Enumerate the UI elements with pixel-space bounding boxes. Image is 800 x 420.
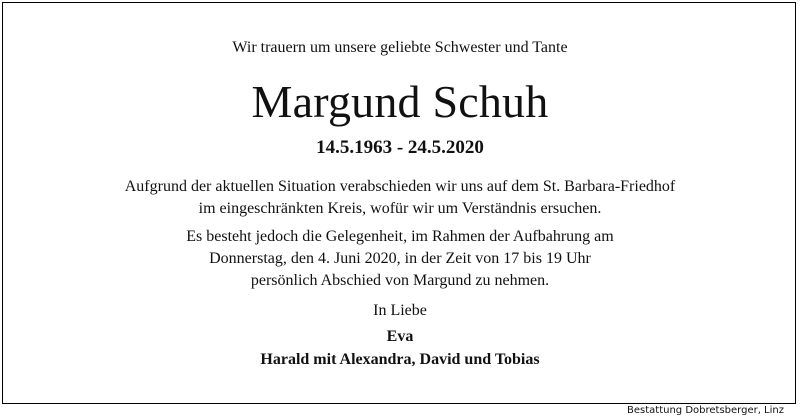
paragraph-1-line-2: im eingeschränkten Kreis, wofür wir um Verständnis ersuchen. [198, 200, 602, 217]
obituary-frame [2, 2, 796, 404]
funeral-home-credit: Bestattung Dobretsberger, Linz [627, 405, 784, 416]
paragraph-1-line-1: Aufgrund der aktuellen Situation verabschieden wir uns auf dem St. Barbara-Friedhof [124, 178, 676, 195]
life-dates: 14.5.1963 - 24.5.2020 [316, 137, 484, 158]
paragraph-2-line-1: Es besteht jedoch die Gelegenheit, im Rahmen der Aufbahrung am [186, 228, 614, 245]
signature-line-2: Harald mit Alexandra, David und Tobias [260, 351, 540, 368]
deceased-name: Margund Schuh [251, 76, 549, 127]
paragraph-2-line-2: Donnerstag, den 4. Juni 2020, in der Zeit von 17 bis 19 Uhr [209, 250, 591, 267]
closing-text: In Liebe [373, 302, 427, 319]
paragraph-2-line-3: persönlich Abschied von Margund zu nehmen. [250, 272, 550, 289]
signature-line-1: Eva [386, 328, 414, 345]
intro-text: Wir trauern um unsere geliebte Schwester und Tante [232, 39, 568, 56]
